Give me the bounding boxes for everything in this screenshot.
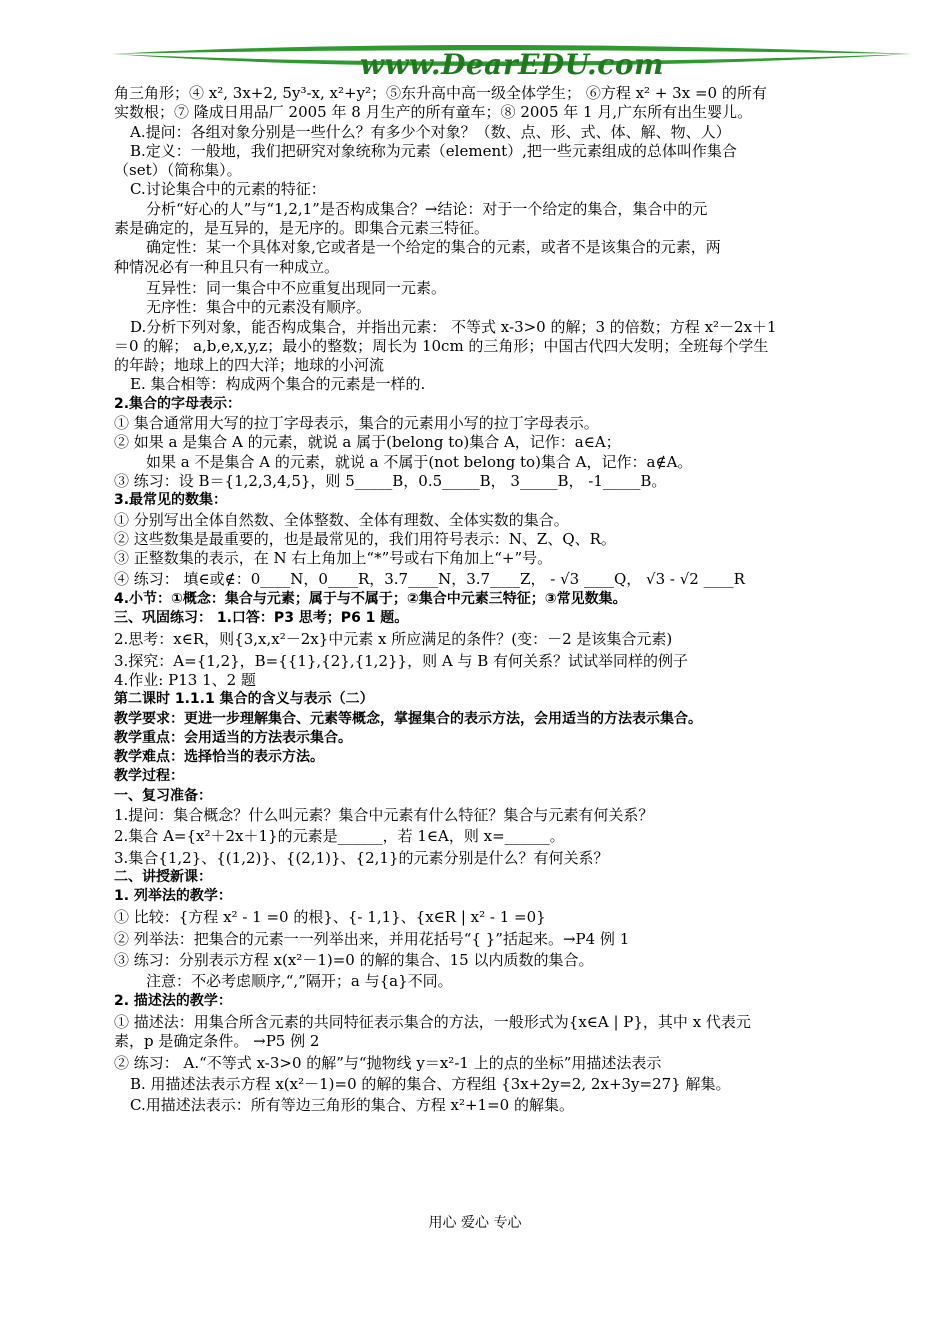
text-line: 注意：不必考虑顺序,“,”隔开；a 与{a}不同。 bbox=[146, 972, 453, 991]
text-line: 教学要求：更进一步理解集合、元素等概念，掌握集合的表示方法，会用适当的方法表示集合。 bbox=[114, 710, 702, 727]
text-line: ② 列举法：把集合的元素一一列举出来，并用花括号“{ }”括起来。→P4 例 1 bbox=[114, 929, 630, 948]
text-line: 角三角形；④ x², 3x+2, 5y³-x, x²+y²；⑤东升高中高一级全体学生； ⑥方程 x² + 3x =0 的所有 bbox=[114, 84, 767, 102]
text-line: （set）（简称集）。 bbox=[114, 161, 242, 180]
text-line: 素，p 是确定条件。 →P5 例 2 bbox=[114, 1032, 320, 1051]
text-line: 1. 列举法的教学： bbox=[114, 888, 232, 905]
site-brand-logo[interactable]: www.DearEDU.com bbox=[359, 48, 665, 81]
text-line: 的年龄；地球上的四大洋；地球的小河流 bbox=[114, 356, 385, 375]
text-line: ＝0 的解； a,b,e,x,y,z；最小的整数；周长为 10cm 的三角形；中国古代四大发明；全班每个学生 bbox=[114, 336, 769, 355]
text-line: D.分析下列对象，能否构成集合，并指出元素： 不等式 x-3>0 的解；3 的倍数；方程 x²－2x＋1 bbox=[130, 317, 777, 336]
text-line: ③ 正整数集的表示，在 N 右上角加上“*”号或右下角加上“+”号。 bbox=[114, 549, 553, 568]
text-line: 3.集合{1,2}、{(1,2)}、{(2,1)}、{2,1}的元素分别是什么？有何关系？ bbox=[114, 848, 609, 867]
text-line: B.定义：一般地，我们把研究对象统称为元素（element）,把一些元素组成的总体叫作集合 bbox=[130, 141, 737, 160]
text-line: 4.小节：①概念：集合与元素；属于与不属于；②集合中元素三特征；③常见数集。 bbox=[114, 590, 627, 607]
text-line: 种情况必有一种且只有一种成立。 bbox=[114, 257, 340, 276]
text-line: 2. 描述法的教学： bbox=[114, 992, 232, 1009]
text-line: 第二课时 1.1.1 集合的含义与表示（二） bbox=[114, 691, 374, 708]
page-footer: 用心 爱心 专心 bbox=[428, 1215, 522, 1231]
text-line: 三、巩固练习： 1.口答：P3 思考；P6 1 题。 bbox=[114, 610, 409, 627]
document-body bbox=[114, 84, 914, 1115]
text-line: ② 如果 a 是集合 A 的元素，就说 a 属于(belong to)集合 A，记作：a∈A； bbox=[114, 433, 621, 452]
text-line: ① 集合通常用大写的拉丁字母表示，集合的元素用小写的拉丁字母表示。 bbox=[114, 414, 599, 433]
text-line: 2.集合的字母表示： bbox=[114, 395, 242, 412]
text-line: 2.思考：x∈R，则{3,x,x²－2x}中元素 x 所应满足的条件？(变：－2 是该集合元素) bbox=[114, 630, 673, 649]
text-line: 确定性：某一个具体对象,它或者是一个给定的集合的元素，或者不是该集合的元素，两 bbox=[146, 238, 721, 257]
text-line: 1.提问：集合概念？什么叫元素？集合中元素有什么特征？集合与元素有何关系？ bbox=[114, 805, 654, 824]
text-line: 2.集合 A={x²＋2x＋1}的元素是______，若 1∈A，则 x=______。 bbox=[114, 827, 565, 846]
text-line: ③ 练习：分别表示方程 x(x²－1)=0 的解的集合、15 以内质数的集合。 bbox=[114, 951, 594, 970]
site-banner bbox=[112, 40, 912, 80]
text-line: ① 比较：{方程 x² - 1 =0 的根}、{- 1,1}、{x∈R | x² - 1 =0} bbox=[114, 908, 546, 927]
text-line: 3.最常见的数集： bbox=[114, 492, 228, 509]
text-line: 教学重点：会用适当的方法表示集合。 bbox=[114, 729, 352, 746]
text-line: 分析“好心的人”与“1,2,1”是否构成集合？→结论：对于一个给定的集合，集合中的元 bbox=[146, 199, 708, 218]
text-line: 教学难点：选择恰当的表示方法。 bbox=[114, 749, 324, 766]
text-line: 互异性：同一集合中不应重复出现同一元素。 bbox=[146, 278, 447, 297]
text-line: ④ 练习： 填∈或∉：0____N，0____R，3.7____N，3.7____Z， - √3 ____Q， √3 - √2 ____R bbox=[114, 570, 745, 589]
text-line: ③ 练习：设 B＝{1,2,3,4,5}，则 5_____B，0.5_____B， 3_____B， -1_____B。 bbox=[114, 471, 667, 490]
text-line: C.用描述法表示：所有等边三角形的集合、方程 x²+1=0 的解集。 bbox=[130, 1096, 574, 1115]
text-line: C.讨论集合中的元素的特征： bbox=[130, 180, 326, 199]
text-line: ② 练习： A.“不等式 x-3>0 的解”与“抛物线 y＝x²-1 上的点的坐标”用描述法表示 bbox=[114, 1053, 662, 1072]
text-line: ① 描述法：用集合所含元素的共同特征表示集合的方法，一般形式为{x∈A | P}，其中 x 代表元 bbox=[114, 1012, 751, 1031]
text-line: E. 集合相等：构成两个集合的元素是一样的. bbox=[130, 375, 426, 394]
text-line: 无序性：集合中的元素没有顺序。 bbox=[146, 298, 372, 317]
text-line: 二、讲授新课： bbox=[114, 868, 212, 885]
text-line: 一、复习准备： bbox=[114, 787, 212, 804]
text-line: B. 用描述法表示方程 x(x²－1)=0 的解的集合、方程组 {3x+2y=2, 2x+3y=27} 解集。 bbox=[130, 1074, 731, 1093]
text-line: 素是确定的，是互异的，是无序的。即集合元素三特征。 bbox=[114, 219, 490, 238]
text-line: ② 这些数集是最重要的，也是最常见的，我们用符号表示：N、Z、Q、R。 bbox=[114, 529, 616, 548]
text-line: 实数根；⑦ 隆成日用品厂 2005 年 8 月生产的所有童车；⑧ 2005 年 1 月,广东所有出生婴儿。 bbox=[114, 103, 753, 122]
text-line: 教学过程： bbox=[114, 768, 184, 785]
text-line: ① 分别写出全体自然数、全体整数、全体有理数、全体实数的集合。 bbox=[114, 510, 569, 529]
text-line: A.提问：各组对象分别是一些什么？有多少个对象？（数、点、形、式、体、解、物、人） bbox=[130, 122, 731, 141]
text-line: 3.探究：A={1,2}，B={{1},{2},{1,2}}，则 A 与 B 有何关系？试试举同样的例子 bbox=[114, 651, 689, 670]
text-line: 如果 a 不是集合 A 的元素，就说 a 不属于(not belong to)集合 A，记作：a∉A。 bbox=[146, 452, 693, 471]
text-line: 4.作业: P13 1、2 题 bbox=[114, 670, 256, 689]
